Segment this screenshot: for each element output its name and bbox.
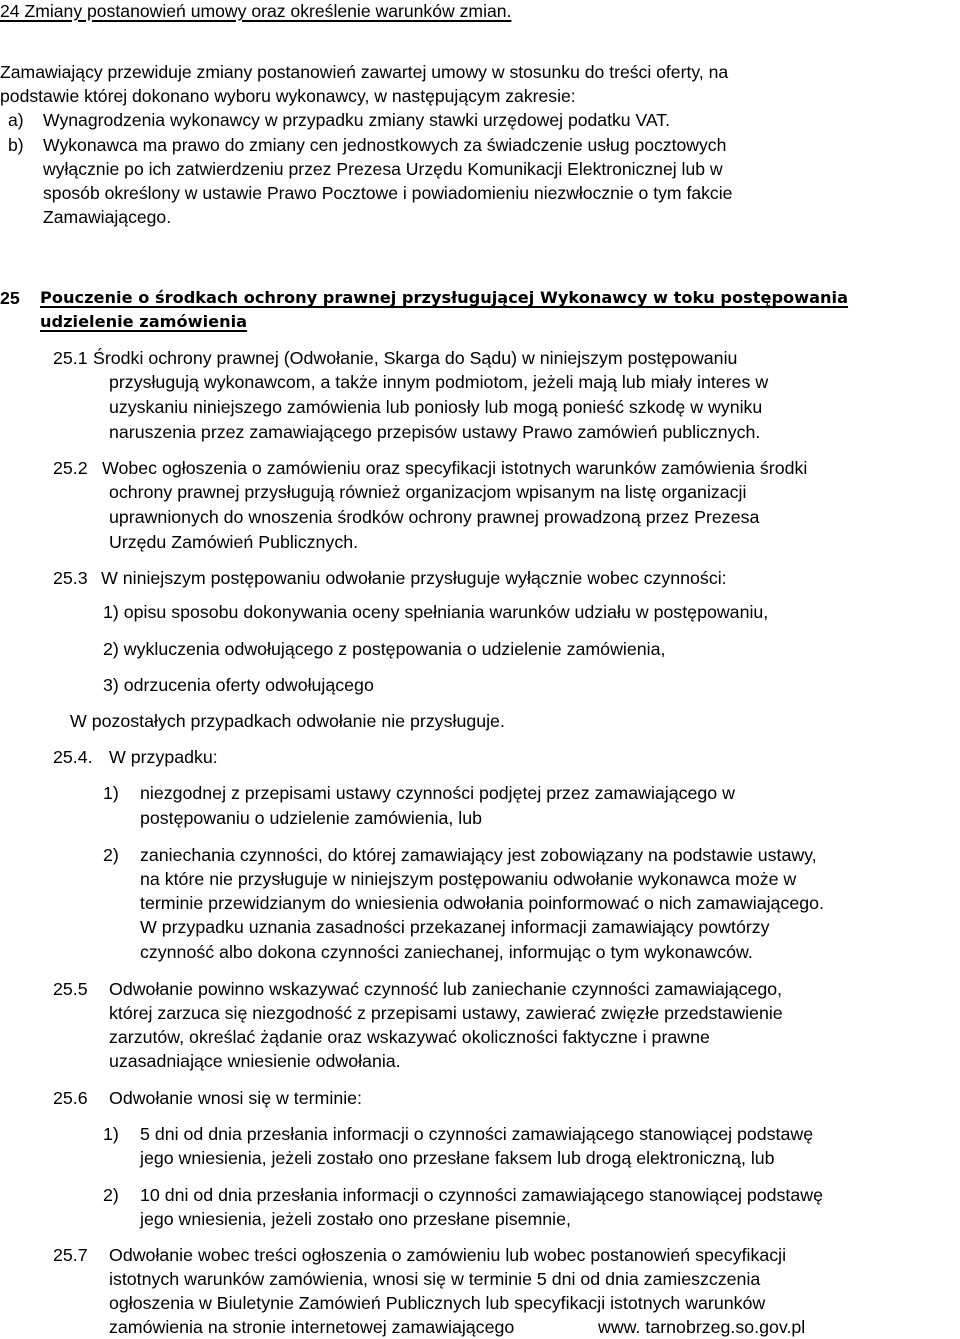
list-item-line: jego wniesienia, jeżeli zostało ono przesłane pisemnie, <box>140 1209 571 1229</box>
list-item: 2) wykluczenia odwołującego z postępowania o udzielenie zamówienia, <box>103 639 666 659</box>
paragraph-25-5-line: Odwołanie powinno wskazywać czynność lub zaniechanie czynności zamawiającego, <box>109 979 783 999</box>
item-b-line: sposób określony w ustawie Prawo Pocztowe i powiadomieniu niezwłocznie o tym fakcie <box>43 183 733 203</box>
list-item-marker: 2) <box>103 845 119 865</box>
list-item-line: jego wniesienia, jeżeli zostało ono przesłane faksem lub drogą elektroniczną, lub <box>140 1148 775 1168</box>
paragraph-25-7-line: zamówienia na stronie internetowej zamawiającego <box>109 1317 515 1337</box>
section-25-heading-line: Pouczenie o środkach ochrony prawnej przysługującej Wykonawcy w toku postępowania <box>40 288 849 307</box>
paragraph-number-25-3: 25.3 <box>53 568 88 588</box>
item-b-line: Zamawiającego. <box>43 207 172 227</box>
paragraph-number-25-2: 25.2 <box>53 458 88 478</box>
paragraph-25-6-text: Odwołanie wnosi się w terminie: <box>109 1088 362 1108</box>
list-item: 1) opisu sposobu dokonywania oceny spełniania warunków udziału w postępowaniu, <box>103 602 769 622</box>
list-item-marker: 1) <box>103 1124 119 1144</box>
list-item-line: czynność albo dokona czynności zaniechanej, informując o tym wykonawców. <box>140 942 753 962</box>
list-item-line: postępowaniu o udzielenie zamówienia, lub <box>140 808 483 828</box>
paragraph-number-25-7: 25.7 <box>53 1245 88 1265</box>
paragraph-25-2-line: Wobec ogłoszenia o zamówieniu oraz specyfikacji istotnych warunków zamówienia środki <box>102 458 808 478</box>
website-link[interactable]: www. tarnobrzeg.so.gov.pl <box>598 1317 806 1337</box>
paragraph-25-5-line: zarzutów, określać żądanie oraz wskazywać okoliczności faktyczne i prawne <box>109 1027 710 1047</box>
paragraph-25-1-line: uzyskaniu niniejszego zamówienia lub poniosły lub mogą ponieść szkodę w wyniku <box>109 397 763 417</box>
paragraph-25-2-line: ochrony prawnej przysługują również organizacjom wpisanym na listę organizacji <box>109 482 747 502</box>
list-item-line: niezgodnej z przepisami ustawy czynności podjętej przez zamawiającego w <box>140 783 735 803</box>
item-b-marker: b) <box>8 135 24 155</box>
list-item-marker: 1) <box>103 783 119 803</box>
paragraph-25-3-text: W niniejszym postępowaniu odwołanie przysługuje wyłącznie wobec czynności: <box>101 568 727 588</box>
item-b-line: Wykonawca ma prawo do zmiany cen jednostkowych za świadczenie usług pocztowych <box>43 135 727 155</box>
list-item-line: W przypadku uznania zasadności przekazanej informacji zamawiający powtórzy <box>140 917 770 937</box>
item-a-text: Wynagrodzenia wykonawcy w przypadku zmiany stawki urzędowej podatku VAT. <box>43 110 670 130</box>
paragraph-25-1-line: naruszenia przez zamawiającego przepisów ustawy Prawo zamówień publicznych. <box>109 422 761 442</box>
paragraph-25-5-line: uzasadniające wniesienie odwołania. <box>109 1051 401 1071</box>
item-b-line: wyłącznie po ich zatwierdzeniu przez Prezesa Urzędu Komunikacji Elektronicznej lub w <box>43 159 723 179</box>
paragraph-25-4-text: W przypadku: <box>109 747 218 767</box>
section-24-heading: 24 Zmiany postanowień umowy oraz określenie warunków zmian. <box>0 1 512 21</box>
list-item-line: 10 dni od dnia przesłania informacji o czynności zamawiającego stanowiącej podstawę <box>140 1185 823 1205</box>
list-item-line: zaniechania czynności, do której zamawiający jest zobowiązany na podstawie ustawy, <box>140 845 817 865</box>
paragraph-25-1-line: Środki ochrony prawnej (Odwołanie, Skarga do Sądu) w niniejszym postępowaniu <box>93 348 738 368</box>
paragraph-25-2-line: uprawnionych do wnoszenia środków ochrony prawnej prowadzoną przez Prezesa <box>109 507 760 527</box>
paragraph-number-25-4: 25.4. <box>53 747 93 767</box>
list-item-line: 5 dni od dnia przesłania informacji o czynności zamawiającego stanowiącej podstawę <box>140 1124 814 1144</box>
section-24-intro-line: podstawie której dokonano wyboru wykonawcy, w następującym zakresie: <box>0 86 576 106</box>
list-item-line: na które nie przysługuje w niniejszym postępowaniu odwołanie wykonawca może w <box>140 869 797 889</box>
paragraph-number-25-1: 25.1 <box>53 348 88 368</box>
paragraph-25-7-line: istotnych warunków zamówienia, wnosi się w terminie 5 dni od dnia zamieszczenia <box>109 1269 761 1289</box>
list-item: 3) odrzucenia oferty odwołującego <box>103 675 374 695</box>
paragraph-25-3-closing: W pozostałych przypadkach odwołanie nie przysługuje. <box>70 711 505 731</box>
paragraph-25-7-line: Odwołanie wobec treści ogłoszenia o zamówieniu lub wobec postanowień specyfikacji <box>109 1245 787 1265</box>
list-item-line: terminie przewidzianym do wniesienia odwołania poinformować o nich zamawiającego. <box>140 893 824 913</box>
section-25-number: 25 <box>0 288 20 308</box>
paragraph-25-1-line: przysługują wykonawcom, a także innym podmiotom, jeżeli mają lub miały interes w <box>109 372 769 392</box>
paragraph-number-25-6: 25.6 <box>53 1088 88 1108</box>
item-a-marker: a) <box>8 110 24 130</box>
section-25-heading-line: udzielenie zamówienia <box>40 312 248 331</box>
section-24-intro-line: Zamawiający przewiduje zmiany postanowień zawartej umowy w stosunku do treści oferty, na <box>0 62 729 82</box>
paragraph-number-25-5: 25.5 <box>53 979 88 999</box>
paragraph-25-2-line: Urzędu Zamówień Publicznych. <box>109 532 359 552</box>
paragraph-25-7-line: ogłoszenia w Biuletynie Zamówień Publicznych lub specyfikacji istotnych warunków <box>109 1293 766 1313</box>
list-item-marker: 2) <box>103 1185 119 1205</box>
paragraph-25-5-line: której zarzuca się niezgodność z przepisami ustawy, zawierać zwięzłe przedstawienie <box>109 1003 783 1023</box>
